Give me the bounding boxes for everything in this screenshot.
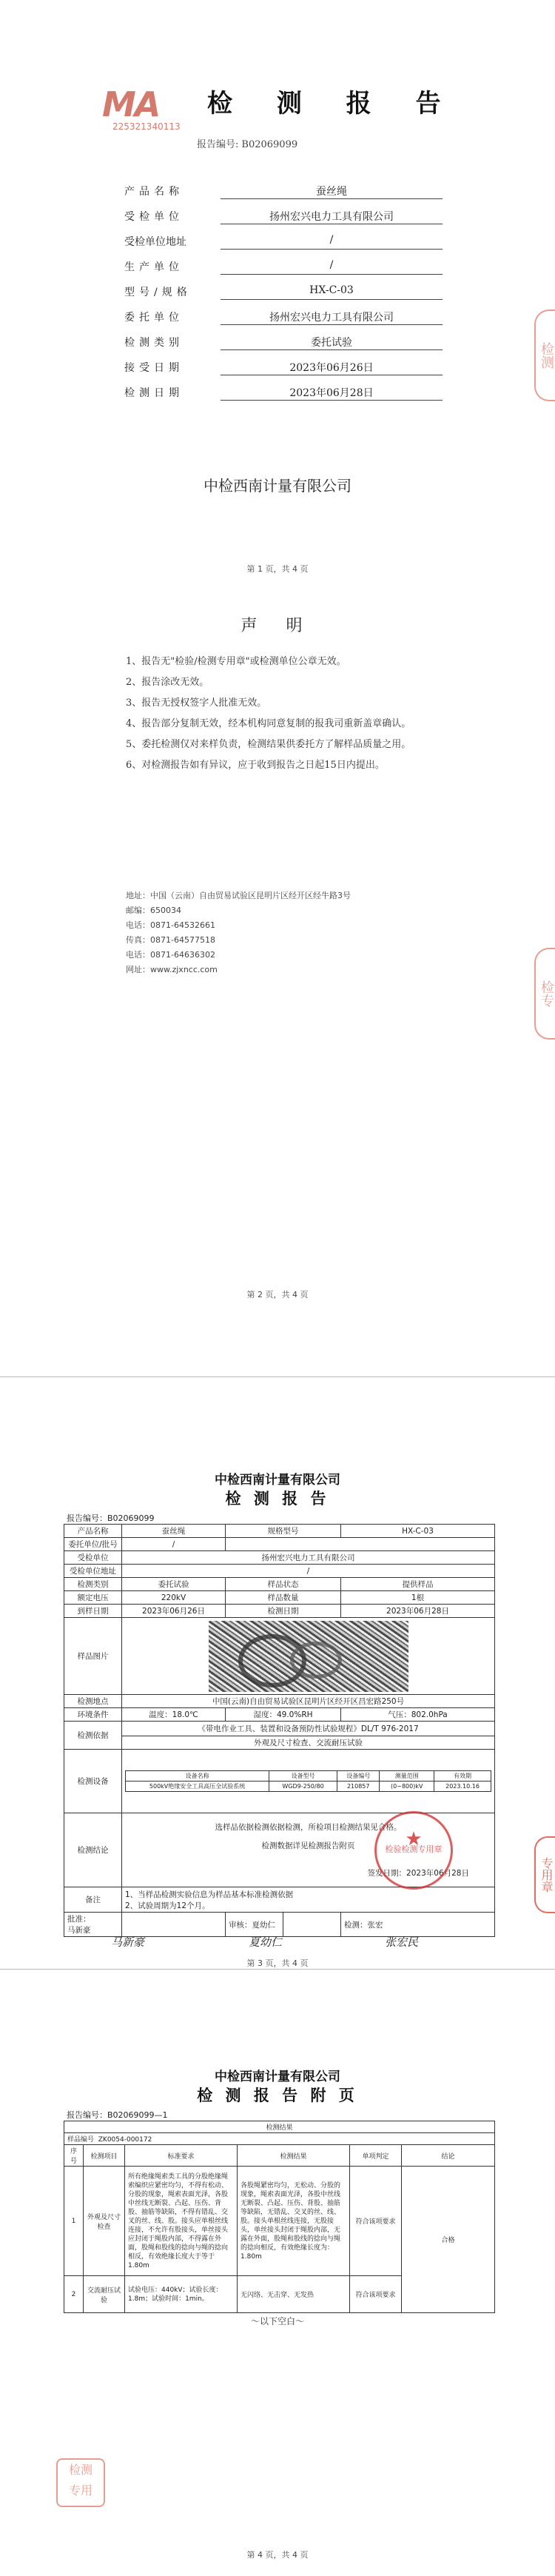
cover-title: 检 测 报 告: [207, 89, 459, 118]
client-label: 委托单位/批号: [64, 1538, 122, 1551]
env-label: 环境条件: [64, 1708, 122, 1722]
review-name: 夏幼仁: [252, 1920, 275, 1930]
cover-field-label: 委托单位: [124, 312, 184, 324]
cover-field-label: 生产单位: [124, 261, 184, 273]
results-section-title: 检测结果: [64, 2121, 495, 2133]
declaration-item: 6、对检测报告如有异议，应于收到报告之日起15日内提出。: [126, 760, 385, 771]
inspected-value: 扬州宏兴电力工具有限公司: [122, 1551, 495, 1565]
cover-field-value: 2023年06月26日: [221, 360, 443, 375]
contact-postcode: 邮编：650034: [126, 906, 181, 915]
conclusion-label: 检测结论: [64, 1813, 122, 1887]
review-cell: [226, 1913, 283, 1937]
appendix-report-number-label: 报告编号：: [67, 2110, 107, 2120]
table-row: [64, 1736, 495, 1750]
cover-report-number: [194, 136, 297, 150]
env-humidity: [226, 1708, 341, 1722]
item-result: 无闪络、无击穿、无发热: [238, 2276, 350, 2313]
cma-logo: [102, 84, 184, 136]
env-temp-label: 温度：: [149, 1710, 172, 1719]
test-date-value: 2023年06月28日: [341, 1605, 495, 1618]
cover-field-row: [124, 310, 443, 326]
tester-label: 检测：: [344, 1920, 368, 1930]
appendix-report-number: [67, 2109, 168, 2121]
item-requirement: 所有绝缘绳索类工具的分股绝缘绳索编织应紧密均匀，不得有松动、分股的现象，绳索表面光泽，各股中丝线无断裂、凸起、压伤、背股、抽筋等缺陷，不得有错乱、交叉的丝、线、股。接头应单根丝线连接，不允许有股接头，单丝接头应封闭于绳股内部，不得露在外面，股绳和股线的捻向与绳的捻向相反，有效绝缘长度大于等于1.80m: [125, 2167, 238, 2276]
seal-star-icon: ★: [405, 1828, 423, 1850]
table-row: [64, 1708, 495, 1722]
contact-phone: 电话：0871-64532661: [126, 920, 215, 930]
env-humidity-label: 湿度：: [253, 1710, 277, 1719]
remarks-label: 备注: [64, 1887, 122, 1913]
equipment-row: [126, 1782, 491, 1792]
cover-report-number-value: B02069099: [241, 139, 298, 150]
basis-label: 检测依据: [64, 1722, 122, 1750]
sample-photo-cell: [122, 1618, 495, 1695]
cover-field-row: [124, 335, 443, 351]
seal-date: 签发日期：2023年06月28日: [367, 1869, 469, 1878]
report-title: 检 测 报 告: [225, 1490, 330, 1508]
equipment-valid: 2023.10.16: [434, 1782, 491, 1792]
sample-number-value: ZK0054-000172: [98, 2136, 152, 2144]
env-humidity-value: 49.0%RH: [276, 1710, 313, 1719]
cover-field-row: [124, 234, 443, 250]
contact-website: 网址：www.zjxncc.com: [126, 965, 218, 974]
declaration-item: 1、报告无"检验/检测专用章"或检测单位公章无效。: [126, 656, 346, 667]
item-name: 交流耐压试验: [84, 2276, 125, 2313]
inspected-address-value: /: [122, 1565, 495, 1578]
table-row: [64, 1551, 495, 1565]
table-row: [64, 1565, 495, 1578]
table-row: [64, 1538, 495, 1551]
appendix-seal-stamp: [56, 2458, 105, 2507]
cover-field-label: 受检单位地址: [124, 236, 186, 248]
conclusion-text: 选样品依据检测依据检测，所检项目检测结果见合格。: [215, 1823, 402, 1832]
contact-fax: 传真：0871-64577518: [126, 935, 215, 945]
table-row: [64, 1887, 495, 1913]
env-pressure-value: 802.0hPa: [411, 1710, 448, 1719]
page-number: 第 1 页，共 4 页: [246, 564, 309, 574]
equipment-range: (0~800)kV: [380, 1782, 434, 1792]
approve-label: 批准：: [67, 1915, 91, 1924]
declaration-item: 2、报告涂改无效。: [126, 677, 209, 688]
equipment-label: 检测设备: [64, 1750, 122, 1813]
results-table: [64, 2121, 495, 2313]
col-header: 检测项目: [84, 2145, 125, 2167]
model-value: HX-C-03: [341, 1525, 495, 1538]
equipment-header: 设备名称: [126, 1771, 269, 1782]
equipment-name: 500kV绝缘安全工具高压全试验系统: [126, 1782, 269, 1792]
declaration-list: [126, 652, 437, 776]
equipment-header: 有效期: [434, 1771, 491, 1782]
contact-phone-2: 电话：0871-64636302: [126, 950, 215, 960]
cover-field-label: 受检单位: [124, 211, 184, 223]
equipment-table: [125, 1770, 491, 1792]
sample-photo: [209, 1621, 408, 1692]
sample-photo-label: 样品图片: [64, 1618, 122, 1695]
table-row: [64, 1913, 495, 1937]
appendix-seal-text: 专用: [68, 2483, 92, 2498]
cover-field-row: [124, 209, 443, 225]
table-row: [64, 1525, 495, 1538]
page-number: 第 2 页，共 4 页: [246, 1290, 309, 1299]
remarks-cell: [122, 1887, 495, 1913]
product-value: 蚕丝绳: [122, 1525, 226, 1538]
cover-field-row: [124, 284, 443, 301]
test-date-label: 检测日期: [226, 1605, 341, 1618]
env-temp-value: 18.0℃: [172, 1710, 198, 1719]
appendix-title: 检 测 报 告 附 页: [197, 2087, 358, 2104]
sample-number: [64, 2133, 495, 2145]
report-number: [67, 1512, 155, 1524]
table-row: [64, 2121, 495, 2133]
item-number: 2: [64, 2276, 84, 2313]
table-row: [64, 1750, 495, 1813]
test-site-label: 检测地点: [64, 1695, 122, 1708]
cover-field-value: HX-C-03: [221, 284, 443, 300]
cover-field-label: 接受日期: [124, 362, 184, 374]
appendix-page: [0, 1970, 555, 2576]
reviewer-signature: 夏幼仁: [249, 1936, 283, 1949]
cover-field-value: 委托试验: [221, 335, 443, 350]
basis-value: 《带电作业工具、装置和设备预防性试验规程》DL/T 976-2017: [122, 1722, 495, 1736]
env-pressure: [341, 1708, 495, 1722]
recv-date-value: 2023年06月26日: [122, 1605, 226, 1618]
item-number: 1: [64, 2167, 84, 2276]
cma-number: 225321340113: [112, 121, 181, 132]
client-mark: /: [122, 1538, 226, 1551]
category-value: 委托试验: [122, 1578, 226, 1591]
env-pressure-label: 气压：: [388, 1710, 411, 1719]
equipment-header-row: [126, 1771, 491, 1782]
sample-state-label: 样品状态: [226, 1578, 341, 1591]
cover-field-value: /: [221, 234, 443, 250]
appendix-report-number-value: B02069099—1: [107, 2110, 168, 2120]
equipment-header: 设备型号: [269, 1771, 337, 1782]
seal-text: 检验检测专用章: [385, 1844, 443, 1854]
equipment-id: 210857: [337, 1782, 380, 1792]
end-of-report: ～以下空白～: [250, 2316, 304, 2326]
inspected-label: 受检单位: [64, 1551, 122, 1565]
report-organization: 中检西南计量有限公司: [215, 1473, 340, 1488]
remark-item: 2、试验周期为12个月。: [125, 1901, 210, 1910]
table-row: [64, 1605, 495, 1618]
table-row: [64, 1618, 495, 1695]
approver-signature: 马新豪: [111, 1936, 145, 1949]
cover-field-label: 检测类别: [124, 337, 184, 349]
equipment-model: WGD9-250/80: [269, 1782, 337, 1792]
final-conclusion: 合格: [402, 2167, 495, 2313]
cover-field-value: 2023年06月28日: [221, 385, 443, 401]
rated-voltage-label: 额定电压: [64, 1591, 122, 1605]
report-page: [0, 1377, 555, 1970]
table-header-row: [64, 2145, 495, 2167]
cover-report-number-label: 报告编号:: [197, 139, 239, 150]
side-seal-stamp: 检专: [534, 948, 555, 1040]
cover-field-label: 产品名称: [124, 186, 184, 198]
col-header: 检测结果: [238, 2145, 350, 2167]
official-seal-stamp: [374, 1811, 453, 1890]
sample-number-label: 样品编号: [67, 2136, 95, 2144]
item-requirement: 试验电压：440kV；试验长度：1.8m；试验时间：1min。: [125, 2276, 238, 2313]
table-row: [64, 1591, 495, 1605]
product-label: 产品名称: [64, 1525, 122, 1538]
category-label: 检测类别: [64, 1578, 122, 1591]
cover-field-value: /: [221, 259, 443, 275]
contact-address: 地址：中国（云南）自由贸易试验区昆明片区经开区经牛路3号: [126, 891, 351, 900]
col-header: 序号: [64, 2145, 84, 2167]
table-row: [64, 1578, 495, 1591]
cover-field-row: [124, 385, 443, 401]
test-site-value: 中国(云南)自由贸易试验区昆明片区经开区昌宏路250号: [122, 1695, 495, 1708]
page-number: 第 3 页，共 4 页: [246, 1958, 309, 1968]
col-header: 标准要求: [125, 2145, 238, 2167]
col-header: 单项判定: [350, 2145, 402, 2167]
cover-field-row: [124, 184, 443, 200]
inspected-address-label: 受检单位地址: [64, 1565, 122, 1578]
cover-field-row: [124, 259, 443, 275]
sample-state-value: 提供样品: [341, 1578, 495, 1591]
col-header: 结论: [402, 2145, 495, 2167]
report-number-label: 报告编号：: [67, 1513, 107, 1523]
equipment-cell: [122, 1750, 495, 1813]
equipment-header: 设备编号: [337, 1771, 380, 1782]
cma-mark: MA: [102, 84, 160, 124]
appendix-seal-text: 检测: [68, 2463, 92, 2477]
table-row: [64, 2167, 495, 2276]
table-row: [64, 2133, 495, 2145]
item-judgement: 符合该项要求: [350, 2167, 402, 2276]
tester-cell: [341, 1913, 495, 1937]
cover-field-value: 蚕丝绳: [221, 184, 443, 199]
cover-field-label: 检测日期: [124, 387, 184, 399]
approve-cell: [64, 1913, 122, 1937]
declaration-item: 5、委托检测仅对来样负责，检测结果供委托方了解样品质量之用。: [126, 739, 411, 750]
equipment-header: 测量范围: [380, 1771, 434, 1782]
recv-date-label: 到样日期: [64, 1605, 122, 1618]
contact-info: [126, 889, 351, 977]
cover-field-value: 扬州宏兴电力工具有限公司: [221, 310, 443, 325]
cover-organization: 中检西南计量有限公司: [204, 477, 352, 495]
table-row: [64, 1695, 495, 1708]
sample-qty-label: 样品数量: [226, 1591, 341, 1605]
table-row: [64, 1722, 495, 1736]
item-name: 外观及尺寸检查: [84, 2167, 125, 2276]
conclusion-detail: 检测数据详见检测报告附页: [261, 1841, 355, 1850]
declaration-item: 4、报告部分复制无效，经本机构同意复制的报我司重新盖章确认。: [126, 718, 411, 729]
report-number-value: B02069099: [107, 1513, 155, 1523]
declaration-title: 声 明: [240, 617, 314, 635]
appendix-organization: 中检西南计量有限公司: [215, 2070, 340, 2084]
remark-item: 1、当样品检测实验信息为样品基本标准检测依据: [125, 1890, 294, 1899]
side-seal-stamp: 检测: [534, 310, 555, 401]
declaration-item: 3、报告无授权签字人批准无效。: [126, 697, 267, 709]
page-number: 第 4 页，共 4 页: [246, 2550, 309, 2560]
basis-subitems: 外观及尺寸检查、交流耐压试验: [122, 1736, 495, 1750]
rated-voltage-value: 220kV: [122, 1591, 226, 1605]
cover-field-value: 扬州宏兴电力工具有限公司: [221, 209, 443, 224]
tester-signature: 张宏民: [385, 1936, 419, 1949]
cover-field-label: 型号/规格: [124, 287, 192, 298]
approve-name: 马新豪: [67, 1926, 91, 1935]
env-temp: [122, 1708, 226, 1722]
model-label: 规格型号: [226, 1525, 341, 1538]
review-label: 审核：: [229, 1920, 252, 1930]
tester-name: 张宏: [367, 1920, 383, 1930]
sample-qty-value: 1根: [341, 1591, 495, 1605]
item-result: 各股绳紧密均匀，无松动、分股的现象，绳索表面光泽，各股中丝线无断裂、凸起、压伤、背股、抽筋等缺陷，无错乱、交叉的丝、线、股。接头单根丝线连接，无股接头，单丝接头封闭于绳股内部，无露在外面，股绳和股线的捻向与绳的捻向相反，有效绝缘长度为：1.80m: [238, 2167, 350, 2276]
item-judgement: 符合该项要求: [350, 2276, 402, 2313]
cover-field-row: [124, 360, 443, 376]
side-seal-stamp: 专用章: [534, 1836, 555, 1913]
